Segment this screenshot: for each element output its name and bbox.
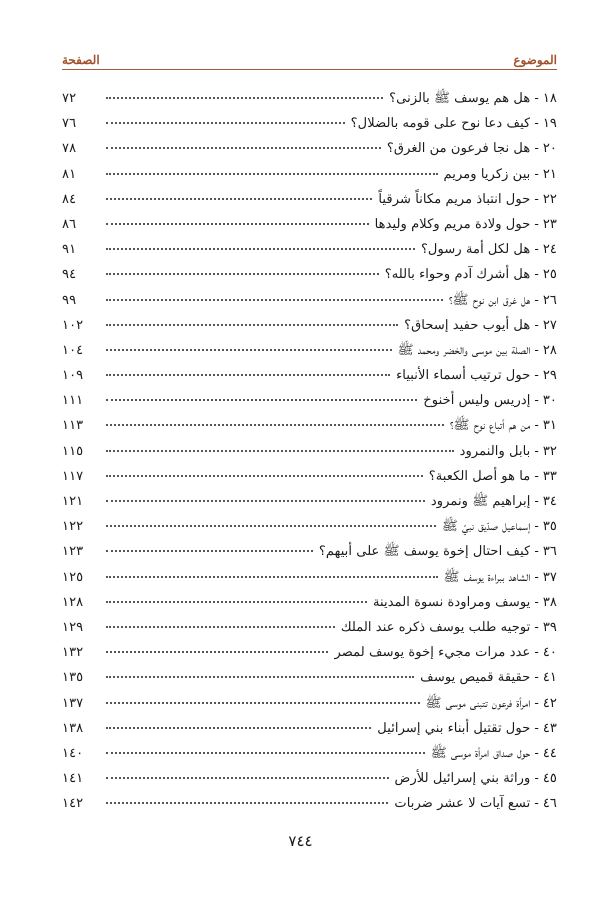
- entry-dash: -: [534, 267, 539, 283]
- page-column-label: الصفحة: [62, 53, 100, 67]
- entry-page-number: ١٣٨: [62, 720, 84, 736]
- entry-dash: -: [534, 670, 539, 686]
- toc-entry: [62, 413, 557, 438]
- entry-number: ٢٢: [542, 191, 557, 207]
- entry-page-number: ١١١: [62, 393, 84, 409]
- entry-number: ١٩: [542, 116, 557, 132]
- entry-title: من هم أتباع نوح ﷺ؟: [449, 418, 531, 434]
- entry-title: يوسف ومراودة نسوة المدينة: [372, 594, 531, 610]
- toc-entry: [62, 136, 557, 161]
- entry-number: ٢٧: [542, 317, 557, 333]
- entry-title: بين زكريا ومريم: [443, 166, 531, 182]
- entry-dash: -: [534, 216, 539, 232]
- entry-page-number: ١٢٣: [62, 544, 84, 560]
- entry-page-number: ١٣٥: [62, 670, 84, 686]
- toc-entry: [62, 388, 557, 413]
- toc-entry: [62, 363, 557, 388]
- table-of-contents: [62, 86, 557, 816]
- entry-page-number: ١٢١: [62, 494, 84, 509]
- entry-number: ٢٣: [542, 216, 557, 232]
- toc-entry: [62, 590, 557, 615]
- entry-number: ٢٠: [542, 141, 557, 157]
- entry-page-number: ١٠٤: [62, 342, 84, 358]
- entry-title: حول ترتيب أسماء الأنبياء: [396, 368, 531, 384]
- toc-entry: [62, 162, 557, 187]
- entry-number: ٣٩: [542, 619, 557, 635]
- entry-page-number: ٧٢: [62, 91, 77, 106]
- dot-leader: [106, 475, 423, 477]
- entry-title: ما هو أصل الكعبة؟: [428, 468, 531, 484]
- entry-dash: -: [534, 91, 539, 106]
- dot-leader: [106, 248, 415, 250]
- entry-number: ٣٢: [542, 443, 557, 459]
- entry-title: الشاهد ببراءة يوسف ﷺ: [443, 569, 531, 585]
- entry-page-number: ١٤١: [62, 771, 84, 787]
- entry-number: ٣٨: [542, 594, 557, 610]
- entry-number: ٣٦: [542, 544, 557, 560]
- entry-page-number: ١٢٨: [62, 594, 84, 610]
- dot-leader: [106, 576, 438, 578]
- entry-number: ٣٤: [542, 494, 557, 509]
- entry-page-number: ١٤٠: [62, 745, 84, 761]
- dot-leader: [106, 122, 345, 124]
- entry-title: هل لكل أمة رسول؟: [420, 242, 531, 258]
- dot-leader: [106, 525, 436, 527]
- entry-title: حول ولادة مريم وكلام وليدها: [374, 216, 531, 232]
- entry-number: ٤١: [542, 670, 557, 686]
- entry-title: امرأة فرعون تتبنى موسى ﷺ: [425, 695, 531, 711]
- entry-title: هل أيوب حفيد إسحاق؟: [404, 317, 531, 333]
- entry-page-number: ٨٦: [62, 216, 77, 232]
- toc-entry: [62, 716, 557, 741]
- dot-leader: [106, 173, 438, 175]
- dot-leader: [106, 299, 443, 301]
- toc-header: [62, 47, 557, 70]
- entry-title: عدد مرات مجيء إخوة يوسف لمصر: [334, 645, 531, 661]
- dot-leader: [106, 399, 417, 401]
- toc-entry: [62, 640, 557, 665]
- entry-number: ٣١: [542, 418, 557, 434]
- entry-dash: -: [534, 393, 539, 409]
- entry-page-number: ٧٨: [62, 141, 77, 157]
- entry-number: ٤٦: [542, 796, 557, 812]
- entry-page-number: ٨١: [62, 166, 77, 182]
- entry-page-number: ١٠٢: [62, 317, 84, 333]
- dot-leader: [106, 424, 444, 426]
- entry-title: حول صداق امرأة موسى ﷺ: [430, 745, 531, 761]
- entry-dash: -: [534, 569, 539, 585]
- entry-page-number: ١٠٩: [62, 368, 84, 384]
- entry-page-number: ١٢٢: [62, 519, 84, 535]
- toc-entry: [62, 791, 557, 816]
- toc-entry: [62, 313, 557, 338]
- entry-number: ٢١: [542, 166, 557, 182]
- entry-dash: -: [534, 342, 539, 358]
- entry-number: ٣٠: [542, 393, 557, 409]
- entry-dash: -: [534, 619, 539, 635]
- toc-entry: [62, 665, 557, 690]
- entry-page-number: ٧٦: [62, 116, 77, 132]
- entry-number: ٤٣: [542, 720, 557, 736]
- entry-dash: -: [534, 519, 539, 535]
- dot-leader: [106, 97, 383, 99]
- entry-dash: -: [534, 468, 539, 484]
- dot-leader: [106, 147, 381, 149]
- dot-leader: [106, 324, 398, 326]
- entry-number: ٤٠: [542, 645, 557, 661]
- dot-leader: [106, 450, 454, 452]
- entry-title: حول انتباذ مريم مكاناً شرقياً: [378, 191, 531, 207]
- entry-title: وراثة بني إسرائيل للأرض: [394, 771, 531, 787]
- entry-title: حقيقة قميص يوسف: [420, 670, 531, 686]
- entry-number: ١٨: [542, 91, 557, 106]
- dot-leader: [106, 777, 389, 779]
- entry-title: تسع آيات لا عشر ضربات: [394, 796, 531, 812]
- dot-leader: [106, 601, 367, 603]
- toc-entry: [62, 237, 557, 262]
- entry-dash: -: [534, 745, 539, 761]
- entry-title: هل غرق ابن نوح ﷺ؟: [448, 292, 531, 308]
- entry-page-number: ٩٩: [62, 292, 77, 308]
- entry-page-number: ٨٤: [62, 191, 77, 207]
- toc-entry: [62, 86, 557, 111]
- toc-entry: [62, 691, 557, 716]
- dot-leader: [106, 626, 335, 628]
- entry-dash: -: [534, 443, 539, 459]
- toc-entry: [62, 766, 557, 791]
- entry-title: هل هم يوسف ﷺ بالزنى؟: [389, 91, 531, 106]
- dot-leader: [106, 752, 425, 754]
- entry-number: ٤٢: [542, 695, 557, 711]
- toc-entry: [62, 212, 557, 237]
- dot-leader: [106, 702, 420, 704]
- entry-page-number: ١٢٥: [62, 569, 84, 585]
- entry-title: بابل والنمرود: [459, 443, 531, 459]
- toc-entry: [62, 615, 557, 640]
- entry-number: ٤٤: [542, 745, 557, 761]
- dot-leader: [106, 802, 388, 804]
- dot-leader: [106, 273, 379, 275]
- entry-title: حول تقتيل أبناء بني إسرائيل: [377, 720, 531, 736]
- dot-leader: [106, 727, 371, 729]
- dot-leader: [106, 676, 414, 678]
- entry-page-number: ١٣٢: [62, 645, 84, 661]
- entry-page-number: ١١٣: [62, 418, 84, 434]
- dot-leader: [106, 223, 369, 225]
- toc-entry: [62, 288, 557, 313]
- topic-column-label: الموضوع: [513, 53, 557, 67]
- toc-entry: [62, 464, 557, 489]
- entry-title: إبراهيم ﷺ ونمرود: [430, 494, 531, 509]
- entry-dash: -: [534, 141, 539, 157]
- entry-dash: -: [534, 166, 539, 182]
- entry-page-number: ١١٥: [62, 443, 84, 459]
- entry-number: ٢٥: [542, 267, 557, 283]
- dot-leader: [106, 198, 372, 200]
- entry-number: ٤٥: [542, 771, 557, 787]
- toc-entry: [62, 514, 557, 539]
- toc-entry: [62, 489, 557, 514]
- dot-leader: [106, 550, 313, 552]
- entry-dash: -: [534, 796, 539, 812]
- entry-dash: -: [534, 494, 539, 509]
- entry-dash: -: [534, 242, 539, 258]
- entry-dash: -: [534, 544, 539, 560]
- entry-number: ٣٣: [542, 468, 557, 484]
- toc-entry: [62, 338, 557, 363]
- toc-entry: [62, 539, 557, 564]
- entry-title: هل أشرك آدم وحواء بالله؟: [384, 267, 531, 283]
- entry-dash: -: [534, 695, 539, 711]
- entry-title: الصلة بين موسى والخضر ومحمد ﷺ: [397, 342, 531, 358]
- entry-page-number: ٩٤: [62, 267, 77, 283]
- page-number: ٧٤٤: [288, 832, 313, 850]
- entry-page-number: ٩١: [62, 242, 77, 258]
- entry-dash: -: [534, 771, 539, 787]
- entry-title: توجيه طلب يوسف ذكره عند الملك: [340, 619, 531, 635]
- entry-dash: -: [534, 645, 539, 661]
- entry-page-number: ١٤٢: [62, 796, 84, 812]
- toc-entry: [62, 262, 557, 287]
- toc-entry: [62, 565, 557, 590]
- entry-number: ٣٥: [542, 519, 557, 535]
- entry-dash: -: [534, 292, 539, 308]
- entry-number: ٢٦: [542, 292, 557, 308]
- toc-entry: [62, 439, 557, 464]
- entry-page-number: ١٢٩: [62, 619, 84, 635]
- entry-dash: -: [534, 191, 539, 207]
- entry-dash: -: [534, 368, 539, 384]
- entry-dash: -: [534, 418, 539, 434]
- entry-title: إسماعيل صدّيق نبيّ ﷺ: [441, 519, 531, 535]
- entry-page-number: ١٣٧: [62, 695, 84, 711]
- entry-title: إدريس وليس أخنوخ: [423, 393, 531, 409]
- toc-entry: [62, 187, 557, 212]
- entry-number: ٢٨: [542, 342, 557, 358]
- entry-title: كيف احتال إخوة يوسف ﷺ على أبيهم؟: [318, 544, 531, 560]
- dot-leader: [106, 500, 425, 502]
- entry-number: ٣٧: [542, 569, 557, 585]
- dot-leader: [106, 349, 392, 351]
- toc-entry: [62, 741, 557, 766]
- entry-number: ٢٤: [542, 242, 557, 258]
- entry-number: ٢٩: [542, 368, 557, 384]
- entry-page-number: ١١٧: [62, 468, 84, 484]
- entry-title: هل نجا فرعون من الغرق؟: [386, 141, 531, 157]
- entry-dash: -: [534, 116, 539, 132]
- dot-leader: [106, 374, 390, 376]
- entry-dash: -: [534, 594, 539, 610]
- entry-title: كيف دعا نوح على قومه بالضلال؟: [350, 116, 531, 132]
- entry-dash: -: [534, 317, 539, 333]
- dot-leader: [106, 651, 328, 653]
- toc-entry: [62, 111, 557, 136]
- entry-dash: -: [534, 720, 539, 736]
